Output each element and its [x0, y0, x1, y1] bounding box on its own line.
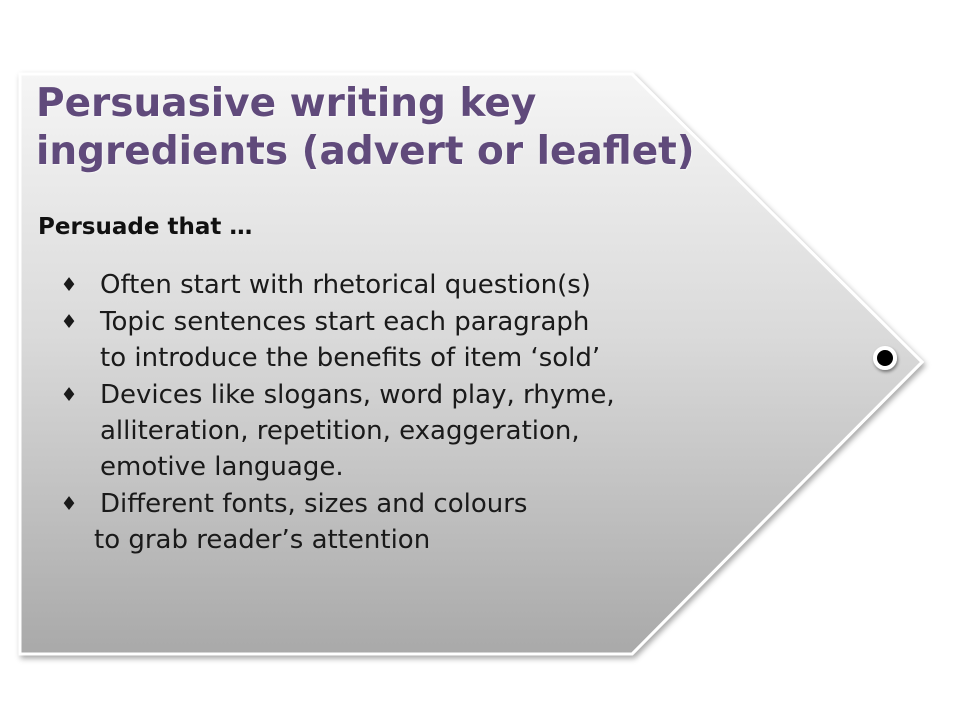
title-line-1: Persuasive writing key	[36, 81, 537, 126]
bullet-item-3	[58, 377, 838, 485]
bullet-4-line-2: to grab reader’s attention	[94, 525, 431, 555]
diamond-bullet-icon: ♦	[60, 311, 78, 333]
bullet-3-line-1: Devices like slogans, word play, rhyme,	[100, 380, 615, 410]
title-line-2: ingredients (advert or leaflet)	[36, 129, 695, 174]
bullet-item-1	[58, 267, 838, 303]
bullet-list	[58, 267, 838, 559]
slide-subtitle: Persuade that …	[38, 214, 253, 240]
bullet-item-4	[58, 486, 838, 558]
bullet-4-line-1: Different fonts, sizes and colours	[100, 489, 528, 519]
diamond-bullet-icon: ♦	[60, 493, 78, 515]
bullet-item-2	[58, 304, 838, 376]
slide-title	[36, 80, 796, 176]
connector-dot-icon	[868, 341, 904, 377]
bullet-1-line-1: Often start with rhetorical question(s)	[100, 270, 591, 300]
bullet-3-line-3: emotive language.	[100, 452, 344, 482]
diamond-bullet-icon: ♦	[60, 274, 78, 296]
bullet-2-line-1: Topic sentences start each paragraph	[100, 307, 590, 337]
diamond-bullet-icon: ♦	[60, 384, 78, 406]
bullet-3-line-2: alliteration, repetition, exaggeration,	[100, 416, 580, 446]
bullet-2-line-2: to introduce the benefits of item ‘sold’	[100, 343, 601, 373]
